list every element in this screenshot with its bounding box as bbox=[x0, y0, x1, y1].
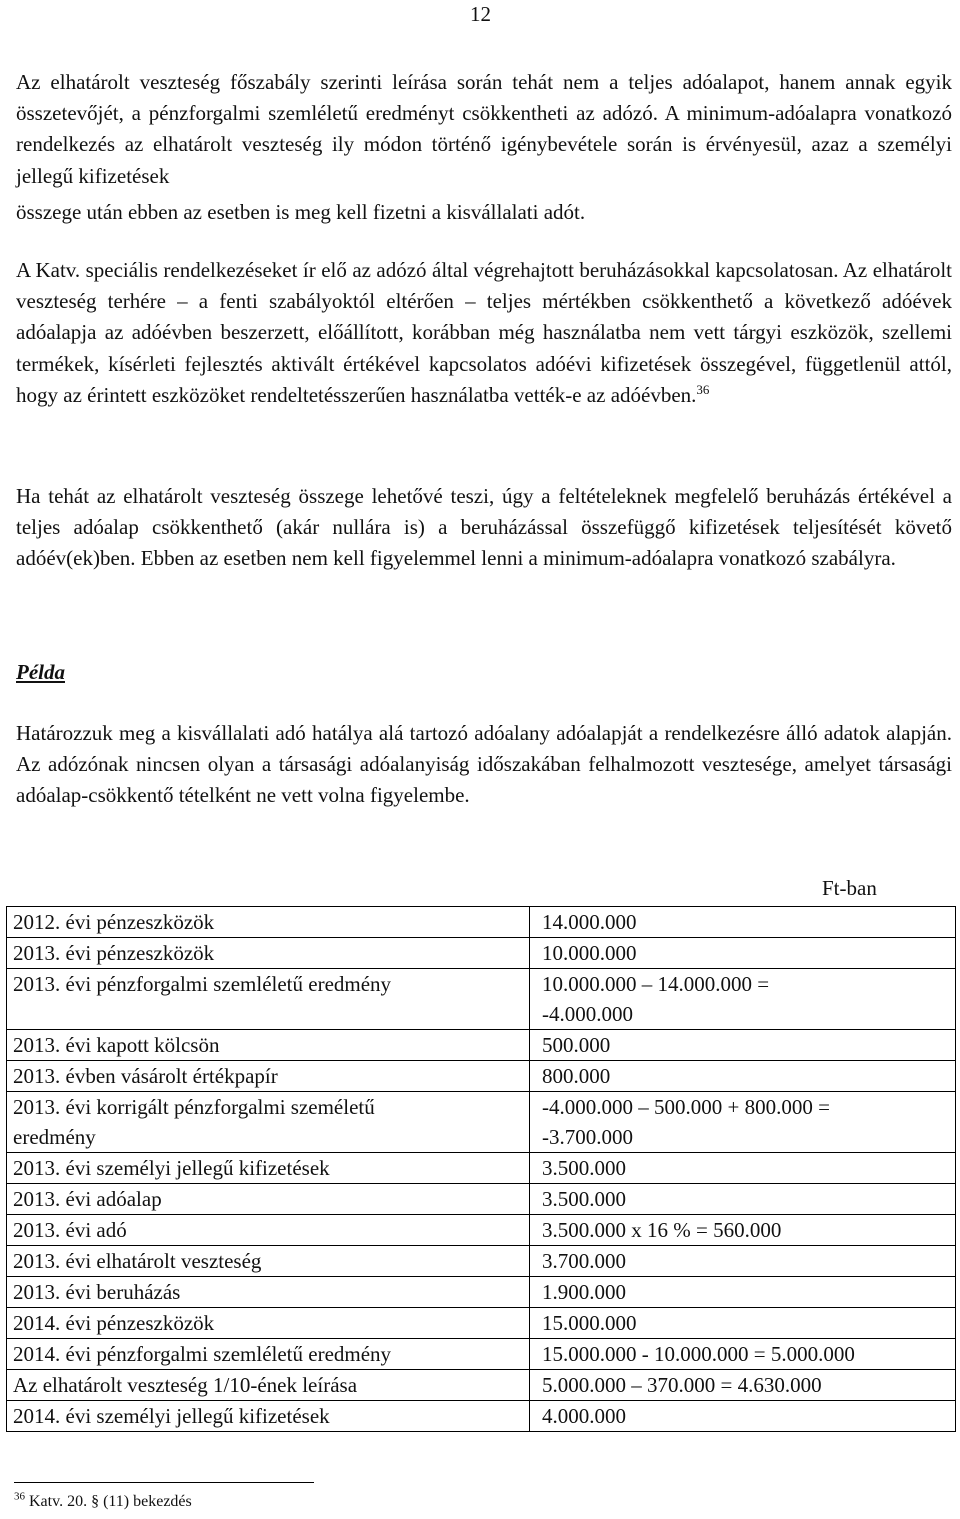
row-value-cell bbox=[530, 1153, 956, 1184]
table-row bbox=[7, 1153, 956, 1184]
row-value: 800.000 bbox=[542, 1064, 611, 1088]
row-label-cell bbox=[7, 1030, 530, 1061]
paragraph-loss-writeoff-last-line: összege után ebben az esetben is meg kell fizetni a kisvállalati adót. bbox=[16, 200, 586, 224]
row-value: 3.500.000 bbox=[542, 1187, 626, 1211]
row-value-cell bbox=[530, 907, 956, 938]
row-value-cell bbox=[530, 969, 956, 1030]
footnote bbox=[14, 1490, 192, 1511]
row-value: 1.900.000 bbox=[542, 1280, 626, 1304]
paragraph-loss-writeoff: Az elhatárolt veszteség főszabály szerinti leírása során tehát nem a teljes adóalapot, hanem annak egyik összetevőjét, a pénzforgalmi szemléletű eredményt csökkentheti az adózó. A minimum-adóalapra vonatkozó rendelkezés az elhatárolt veszteség ily módon történő igénybevétele során is érvényesül, azaz a személyi jellegű kifizetések bbox=[16, 70, 952, 188]
table-row bbox=[7, 1092, 956, 1153]
table-row bbox=[7, 1370, 956, 1401]
row-value: 14.000.000 bbox=[542, 910, 637, 934]
row-label: 2013. évi adóalap bbox=[13, 1187, 162, 1211]
page-number: 12 bbox=[470, 2, 491, 26]
table-row bbox=[7, 1277, 956, 1308]
row-label: 2013. évi pénzeszközök bbox=[13, 941, 215, 965]
table-row bbox=[7, 1184, 956, 1215]
footnote-reference: 36 bbox=[696, 381, 710, 397]
row-label: 2013. évi adó bbox=[13, 1218, 127, 1242]
row-value: -4.000.000 – 500.000 + 800.000 = bbox=[542, 1095, 830, 1119]
table-row bbox=[7, 1061, 956, 1092]
row-value-cell bbox=[530, 1401, 956, 1432]
row-value: 15.000.000 bbox=[542, 1311, 637, 1335]
table-row bbox=[7, 1308, 956, 1339]
row-value: 15.000.000 - 10.000.000 = 5.000.000 bbox=[542, 1342, 855, 1366]
table-row bbox=[7, 907, 956, 938]
row-label: Az elhatárolt veszteség 1/10-ének leírása bbox=[13, 1373, 358, 1397]
row-label-cell bbox=[7, 1184, 530, 1215]
row-value: -3.700.000 bbox=[542, 1125, 633, 1149]
table-unit-label: Ft-ban bbox=[822, 876, 877, 900]
row-label: 2013. évi pénzforgalmi szemléletű eredmény bbox=[13, 972, 392, 996]
row-label: 2013. évi korrigált pénzforgalmi személetű bbox=[13, 1095, 375, 1119]
row-label: 2014. évi személyi jellegű kifizetések bbox=[13, 1404, 330, 1428]
row-value-cell bbox=[530, 1184, 956, 1215]
row-value: 3.500.000 bbox=[542, 1156, 626, 1180]
row-label-cell bbox=[7, 938, 530, 969]
row-label: 2013. évi elhatárolt veszteség bbox=[13, 1249, 262, 1273]
row-value-cell bbox=[530, 1061, 956, 1092]
footnote-text: Katv. 20. § (11) bekezdés bbox=[25, 1493, 192, 1510]
row-label-cell bbox=[7, 1153, 530, 1184]
table-row bbox=[7, 1339, 956, 1370]
row-label-cell bbox=[7, 1215, 530, 1246]
row-label-cell bbox=[7, 1092, 530, 1153]
row-label: 2014. évi pénzforgalmi szemléletű eredmény bbox=[13, 1342, 392, 1366]
row-label-cell bbox=[7, 1401, 530, 1432]
row-label-cell bbox=[7, 1277, 530, 1308]
table-row bbox=[7, 1401, 956, 1432]
footnote-mark: 36 bbox=[14, 1490, 25, 1503]
row-label: 2014. évi pénzeszközök bbox=[13, 1311, 215, 1335]
footnote-divider bbox=[14, 1482, 314, 1483]
row-value: 3.500.000 x 16 % = 560.000 bbox=[542, 1218, 782, 1242]
row-value-cell bbox=[530, 1308, 956, 1339]
row-label-cell bbox=[7, 969, 530, 1030]
row-label-cell bbox=[7, 1339, 530, 1370]
row-value-cell bbox=[530, 1339, 956, 1370]
row-label: 2013. évi kapott kölcsön bbox=[13, 1033, 220, 1057]
paragraph-investment-rules-text: A Katv. speciális rendelkezéseket ír elő az adózó által végrehajtott beruházásokkal kapcsolatosan. Az elhatárolt veszteség terhére – a fenti szabályoktól eltérően – teljes mértékben csökkenthető a következő adóévek adóalapja az adóévben beszerzett, előállított, korábban még használatba nem vett tárgyi eszközök, szellemi termékek, kísérleti fejlesztés aktivált értékével kapcsolatos adóévi kifizetések összegével, függetlenül attól, hogy az érintett eszközöket rendeltetésszerűen használatba vették-e az adóévben. bbox=[16, 258, 952, 407]
row-value: 500.000 bbox=[542, 1033, 611, 1057]
row-label-cell bbox=[7, 1308, 530, 1339]
table-row bbox=[7, 969, 956, 1030]
row-label-cell bbox=[7, 1370, 530, 1401]
row-value: -4.000.000 bbox=[542, 1002, 633, 1026]
row-label: 2012. évi pénzeszközök bbox=[13, 910, 215, 934]
row-value: 5.000.000 – 370.000 = 4.630.000 bbox=[542, 1373, 822, 1397]
paragraph-investment-rules bbox=[16, 255, 952, 411]
row-value: 10.000.000 – 14.000.000 = bbox=[542, 972, 770, 996]
example-heading: Példa bbox=[16, 660, 65, 684]
paragraph-loss-offset: Ha tehát az elhatárolt veszteség összege lehetővé teszi, úgy a feltételeknek megfelelő beruházás értékével a teljes adóalap csökkenthető (akár nullára is) a beruházással összefüggő kifizetések teljesítését követő adóév(ek)ben. Ebben az esetben nem kell figyelemmel lenni a minimum-adóalapra vonatkozó szabályra. bbox=[16, 484, 952, 571]
row-label: eredmény bbox=[13, 1125, 96, 1149]
table-row bbox=[7, 1030, 956, 1061]
table-row bbox=[7, 1215, 956, 1246]
row-value-cell bbox=[530, 1215, 956, 1246]
row-value-cell bbox=[530, 1246, 956, 1277]
row-value-cell bbox=[530, 1030, 956, 1061]
table-row bbox=[7, 938, 956, 969]
row-value-cell bbox=[530, 938, 956, 969]
row-value-cell bbox=[530, 1277, 956, 1308]
row-label: 2013. évben vásárolt értékpapír bbox=[13, 1064, 278, 1088]
row-label-cell bbox=[7, 1061, 530, 1092]
row-value: 3.700.000 bbox=[542, 1249, 626, 1273]
row-label: 2013. évi beruházás bbox=[13, 1280, 181, 1304]
row-label: 2013. évi személyi jellegű kifizetések bbox=[13, 1156, 330, 1180]
row-value: 10.000.000 bbox=[542, 941, 637, 965]
row-value-cell bbox=[530, 1092, 956, 1153]
calculation-table bbox=[6, 906, 956, 1432]
table-row bbox=[7, 1246, 956, 1277]
row-value-cell bbox=[530, 1370, 956, 1401]
row-label-cell bbox=[7, 907, 530, 938]
row-label-cell bbox=[7, 1246, 530, 1277]
paragraph-example-intro: Határozzuk meg a kisvállalati adó hatálya alá tartozó adóalany adóalapját a rendelkezésre álló adatok alapján. Az adózónak nincsen olyan a társasági adóalanyiság időszakában felhalmozott vesztesége, amelyet társasági adóalap-csökkentő tételként ne vett volna figyelembe. bbox=[16, 721, 952, 808]
calculation-table-body bbox=[7, 907, 956, 1432]
row-value: 4.000.000 bbox=[542, 1404, 626, 1428]
